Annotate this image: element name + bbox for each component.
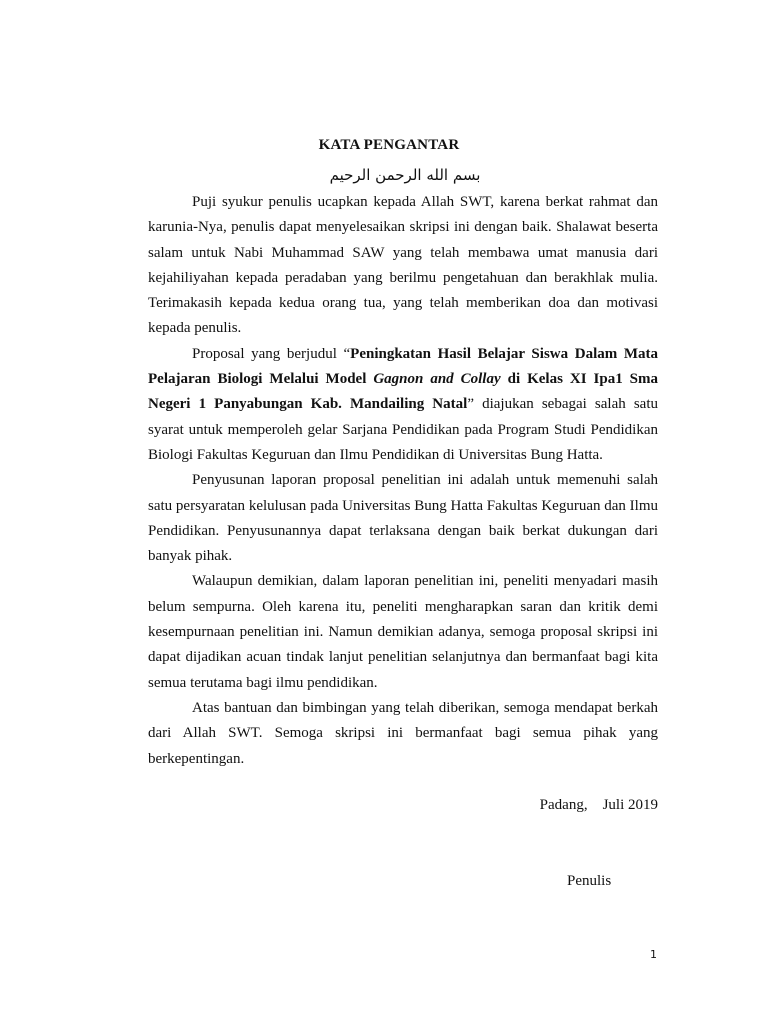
proposal-title-part-1: Peningkatan Hasil Belajar Siswa Dalam Mata Pelajaran Biologi Melalui Model bbox=[148, 345, 658, 388]
paragraph-2-lead: Proposal yang berjudul “ bbox=[192, 345, 351, 362]
proposal-title-model-name: Gagnon and Collay bbox=[373, 371, 501, 388]
paragraph-4: Walaupun demikian, dalam laporan penelitian ini, peneliti menyadari masih belum sempurna. Oleh karena itu, peneliti mengharapkan saran dan kritik demi kesempurnaan penelitian ini. Namun demikian adanya, semoga proposal skripsi ini dapat dijadikan acuan tindak lanjut penelitian selanjutnya dan bermanfaat bagi kita semua terutama bagi ilmu pendidikan. bbox=[148, 573, 658, 691]
paragraph-2 bbox=[148, 342, 658, 468]
paragraph-2-tail: ” diajukan sebagai salah satu syarat untuk memperoleh gelar Sarjana Pendidikan pada Program Studi Pendidikan Biologi Fakultas Keguruan dan Ilmu Pendidikan di Universitas Bung Hatta. bbox=[148, 396, 658, 463]
page-title: KATA PENGANTAR bbox=[318, 137, 460, 153]
paragraph-1: Puji syukur penulis ucapkan kepada Allah SWT, karena berkat rahmat dan karunia-Nya, penulis dapat menyelesaikan skripsi ini dengan baik. Shalawat beserta salam untuk Nabi Muhammad SAW yang telah membawa umat manusia dari kejahiliyahan kepada peradaban yang berilmu pengetahuan dan berakhlak mulia. Terimakasih kepada kedua orang tua, yang telah memberikan doa dan motivasi kepada penulis. bbox=[148, 194, 658, 337]
paragraph-3: Penyusunan laporan proposal penelitian ini adalah untuk memenuhi salah satu persyaratan kelulusan pada Universitas Bung Hatta Fakultas Keguruan dan Ilmu Pendidikan. Penyusunannya dapat terlaksana dengan baik berkat dukungan dari banyak pihak. bbox=[148, 472, 658, 565]
page-number: 1 bbox=[650, 948, 657, 961]
proposal-title-part-2: di Kelas XI Ipa1 Sma Negeri 1 Panyabungan Kab. Mandailing Natal bbox=[148, 371, 658, 413]
document-body bbox=[148, 190, 658, 772]
paragraph-5: Atas bantuan dan bimbingan yang telah diberikan, semoga mendapat berkah dari Allah SWT. Semoga skripsi ini bermanfaat bagi semua pihak yang berkepentingan. bbox=[148, 699, 658, 767]
signature-name: Penulis bbox=[567, 873, 612, 889]
basmala-text: بسم الله الرحمن الرحيم bbox=[329, 166, 481, 184]
signature-place-date: Padang, Juli 2019 bbox=[539, 797, 658, 813]
